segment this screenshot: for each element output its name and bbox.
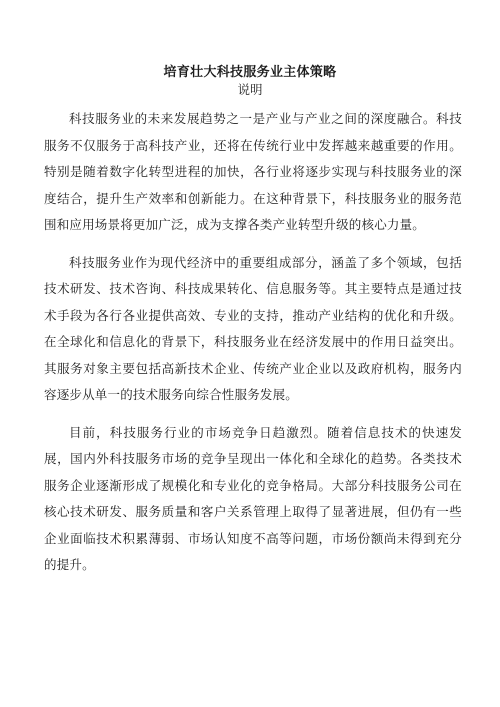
document-body <box>44 106 462 590</box>
document-title: 培育壮大科技服务业主体策略 <box>163 65 337 80</box>
paragraph: 目前，科技服务行业的市场竞争日趋激烈。随着信息技术的快速发展，国内外科技服务市场的竞争呈现出一体化和全球化的趋势。各类技术服务企业逐渐形成了规模化和专业化的竞争格局。大部分科技服务公司在核心技术研发、服务质量和客户关系管理上取得了显著进展，但仍有一些企业面临技术积累薄弱、市场认知度不高等问题，市场份额尚未得到充分的提升。 <box>44 424 462 572</box>
paragraph: 科技服务业作为现代经济中的重要组成部分，涵盖了多个领域，包括技术研发、技术咨询、科技成果转化、信息服务等。其主要特点是通过技术手段为各行各业提供高效、专业的支持，推动产业结构的优化和升级。在全球化和信息化的背景下，科技服务业在经济发展中的作用日益突出。其服务对象主要包括高新技术企业、传统产业企业以及政府机构，服务内容逐步从单一的技术服务向综合性服务发展。 <box>44 254 462 402</box>
paragraph: 科技服务业的未来发展趋势之一是产业与产业之间的深度融合。科技服务不仅服务于高科技产业，还将在传统行业中发挥越来越重要的作用。特别是随着数字化转型进程的加快，各行业将逐步实现与科技服务业的深度结合，提升生产效率和创新能力。在这种背景下，科技服务业的服务范围和应用场景将更加广泛，成为支撑各类产业转型升级的核心力量。 <box>44 111 462 232</box>
document-subtitle: 说明 <box>237 82 263 97</box>
